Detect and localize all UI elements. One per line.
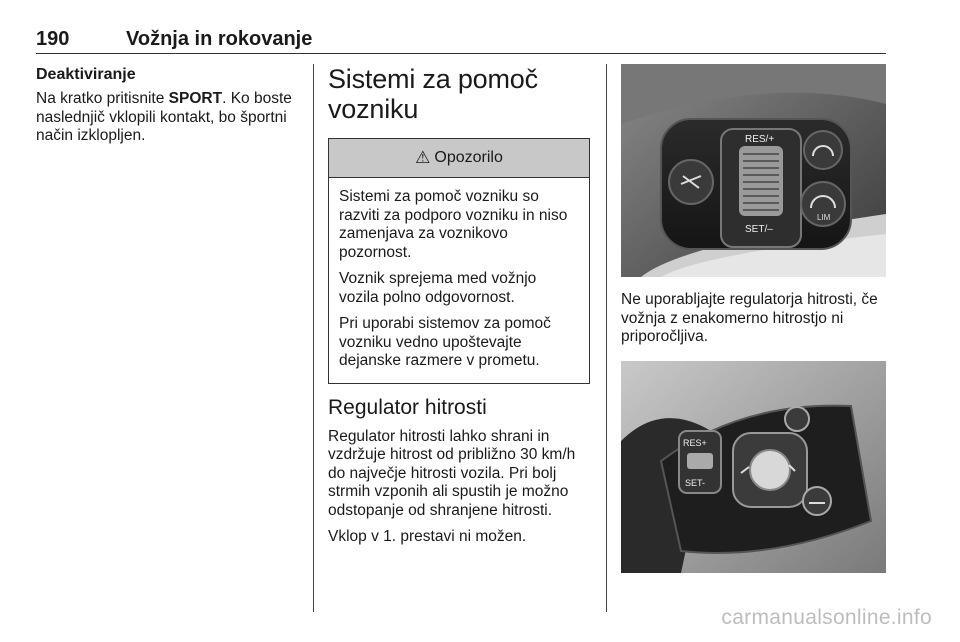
warning-paragraph: Sistemi za pomoč vozniku so razviti za podporo vozniku in niso zamenjava za voznikovo pozornost. (339, 188, 568, 261)
warning-triangle-icon: ⚠ (415, 148, 431, 167)
photo-caption: Ne uporabljajte regulatorja hitrosti, če vožnja z enakomerno hitrostjo ni priporočljiva. (621, 291, 878, 345)
column-left (36, 64, 298, 154)
set-label: SET- (685, 477, 706, 488)
header-rule (36, 53, 886, 54)
page-number: 190 (36, 28, 70, 50)
warning-header (329, 139, 589, 178)
running-title: Vožnja in rokovanje (126, 28, 313, 50)
deactivation-paragraph: Na kratko pritisnite SPORT. Ko boste naslednjič vklopili kontakt, bo športni način izklopljen. (36, 90, 292, 144)
subsection-title: Regulator hitrosti (328, 395, 487, 419)
section-title: Sistemi za pomoč vozniku (328, 64, 538, 124)
column-divider (313, 64, 314, 612)
warning-title: Opozorilo (434, 149, 503, 166)
sport-button-label: SPORT (168, 90, 223, 107)
page-header (36, 28, 886, 54)
steering-wheel-illustration-2 (621, 361, 886, 573)
body-paragraph: Regulator hitrosti lahko shrani in vzdržuje hitrost od približno 30 km/h do največje hitrosti vozila. Pri bolj strmih vzponih ali spustih je možno odstopanje od shranjene hitrosti. (328, 427, 576, 519)
res-label: RES+ (683, 437, 707, 448)
steering-wheel-controls-photo-1 (621, 64, 886, 277)
warning-box (328, 138, 590, 384)
watermark: carmanualsonline.info (721, 606, 932, 629)
warning-body (329, 178, 589, 383)
body-paragraph: Vklop v 1. prestavi ni možen. (328, 528, 527, 545)
column-right (621, 64, 886, 573)
warning-paragraph: Pri uporabi sistemov za pomoč vozniku vedno upoštevajte dejanske razmere v prometu. (339, 315, 551, 369)
warning-paragraph: Voznik sprejema med vožnjo vozila polno odgovornost. (339, 270, 537, 306)
res-plus-label: RES/+ (745, 134, 775, 145)
steering-wheel-illustration-1 (621, 64, 886, 277)
lim-label: LIM (817, 213, 831, 222)
set-minus-label: SET/– (745, 224, 773, 235)
column-divider (606, 64, 607, 612)
column-middle (328, 64, 590, 555)
steering-wheel-controls-photo-2 (621, 361, 886, 573)
subheading-deactivation: Deaktiviranje (36, 66, 136, 83)
